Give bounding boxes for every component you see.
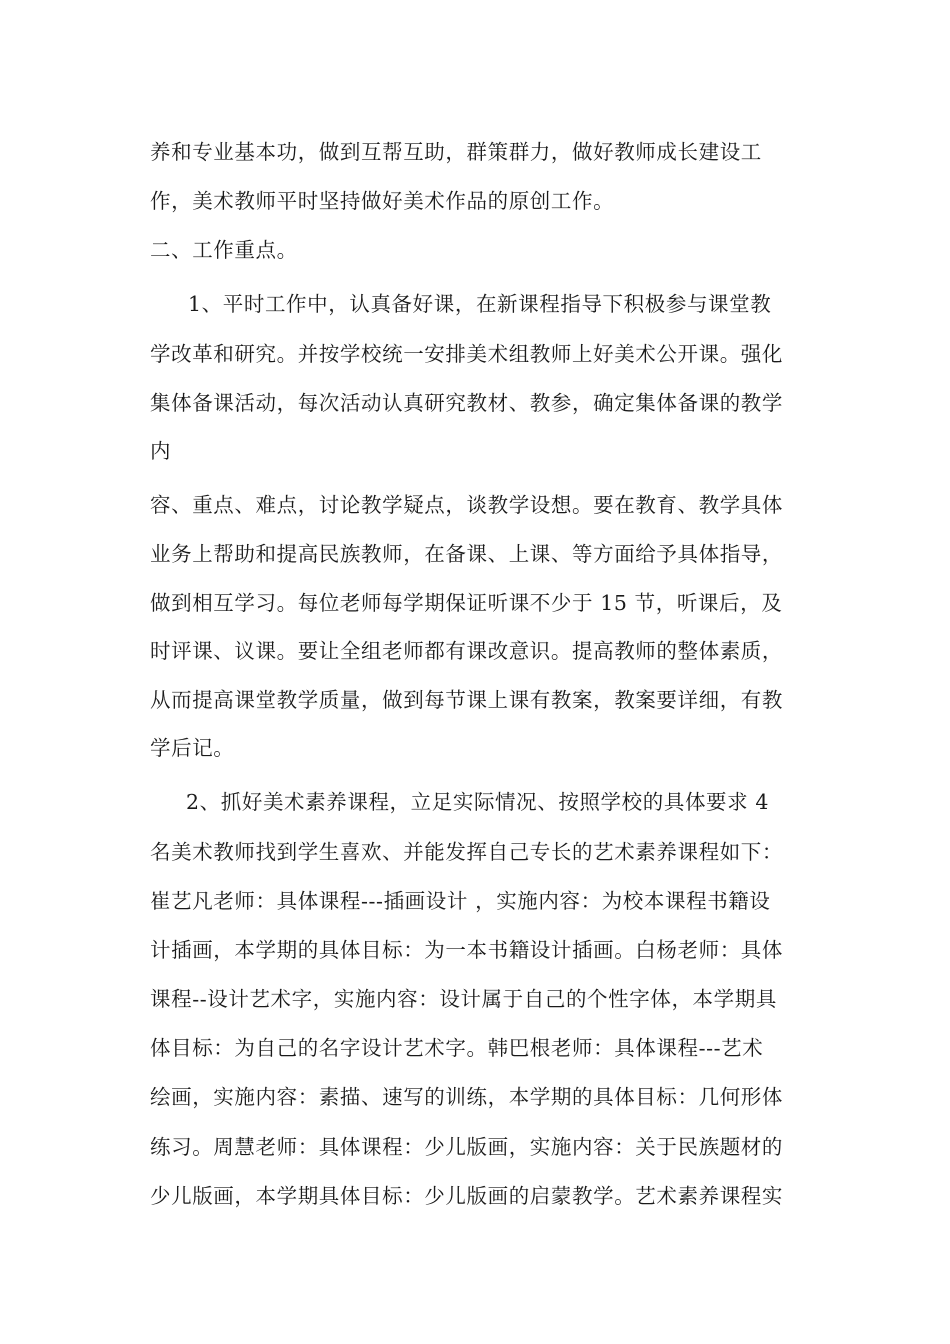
text-line: 时评课、议课。要让全组老师都有课改意识。提高教师的整体素质，: [150, 639, 783, 663]
text-line: 养和专业基本功，做到互帮互助，群策群力，做好教师成长建设工: [150, 140, 762, 164]
text-line: 绘画，实施内容：素描、速写的训练，本学期的具体目标：几何形体: [150, 1085, 783, 1109]
text-line: 1、平时工作中，认真备好课，在新课程指导下积极参与课堂教: [188, 292, 772, 316]
text-line: 作，美术教师平时坚持做好美术作品的原创工作。: [150, 189, 615, 213]
text-line: 崔艺凡老师：具体课程---插画设计 ，实施内容：为校本课程书籍设: [150, 889, 771, 913]
text-line: 课程--设计艺术字，实施内容：设计属于自己的个性字体，本学期具: [150, 987, 777, 1011]
text-line: 练习。周慧老师：具体课程：少儿版画，实施内容：关于民族题材的: [150, 1135, 783, 1159]
text-line: 从而提高课堂教学质量，做到每节课上课有教案，教案要详细，有教: [150, 688, 783, 712]
text-line: 计插画，本学期的具体目标：为一本书籍设计插画。白杨老师：具体: [150, 938, 783, 962]
text-line: 学改革和研究。并按学校统一安排美术组教师上好美术公开课。强化: [150, 342, 783, 366]
text-line: 做到相互学习。每位老师每学期保证听课不少于 15 节，听课后，及: [150, 591, 783, 615]
section-heading: 二、工作重点。: [150, 238, 298, 262]
text-line: 内: [150, 439, 172, 463]
text-line: 容、重点、难点，讨论教学疑点，谈教学设想。要在教育、教学具体: [150, 493, 783, 517]
text-line: 业务上帮助和提高民族教师，在备课、上课、等方面给予具体指导，: [150, 542, 783, 566]
text-line: 少儿版画，本学期具体目标：少儿版画的启蒙教学。艺术素养课程实: [150, 1184, 783, 1208]
text-line: 集体备课活动，每次活动认真研究教材、教参，确定集体备课的教学: [150, 391, 783, 415]
text-line: 名美术教师找到学生喜欢、并能发挥自己专长的艺术素养课程如下：: [150, 840, 783, 864]
text-line: 体目标：为自己的名字设计艺术字。韩巴根老师：具体课程---艺术: [150, 1036, 764, 1060]
text-line: 学后记。: [150, 736, 235, 760]
text-line: 2、抓好美术素养课程，立足实际情况、按照学校的具体要求 4: [186, 790, 769, 814]
